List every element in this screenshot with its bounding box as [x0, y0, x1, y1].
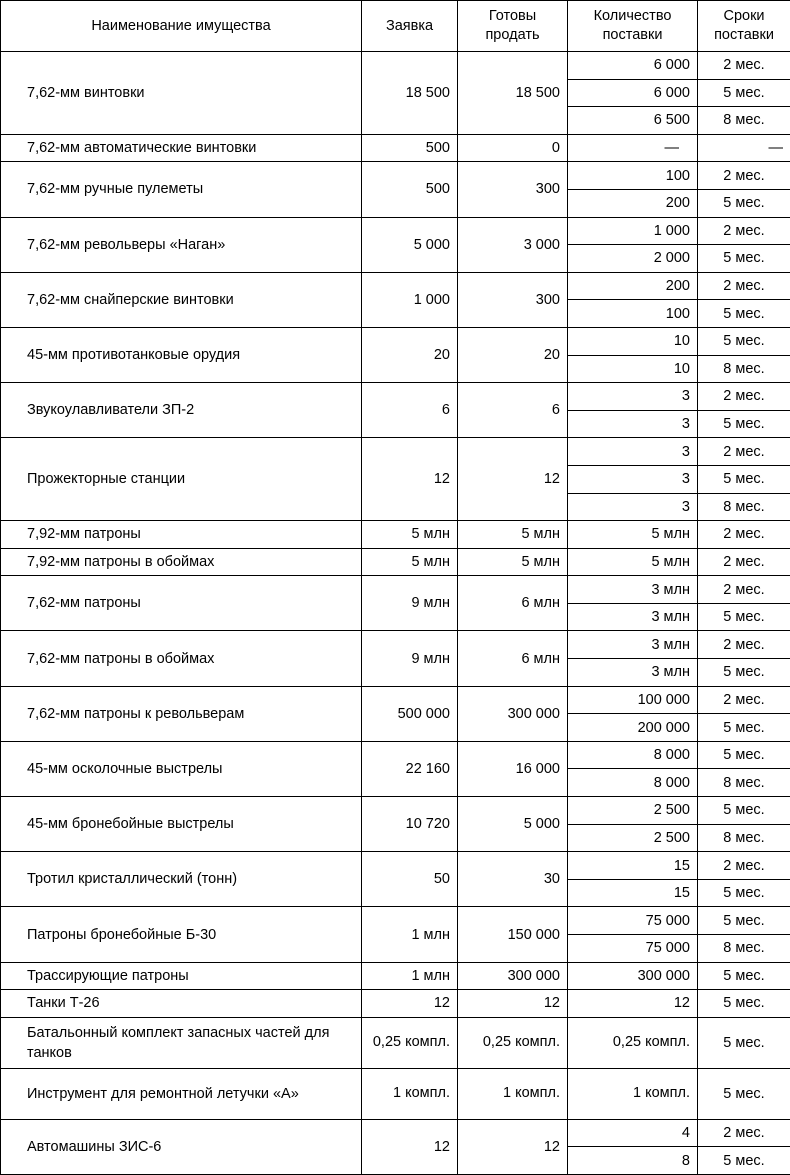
delivery-term: 2 мес. [698, 852, 790, 880]
table-body [1, 52, 790, 1175]
ready-value: 0,25 компл. [458, 1017, 568, 1068]
delivery-term: — [698, 134, 790, 162]
request-value: 22 160 [362, 741, 458, 796]
delivery-quantity: 5 млн [568, 521, 698, 549]
item-name: Звукоулавливатели ЗП-2 [1, 383, 362, 438]
item-name: Автомашины ЗИС-6 [1, 1119, 362, 1174]
header-row [1, 1, 790, 52]
table-row [1, 686, 790, 714]
delivery-term: 8 мес. [698, 769, 790, 797]
item-name: Трассирующие патроны [1, 962, 362, 990]
delivery-term: 5 мес. [698, 962, 790, 990]
item-name: 7,62-мм снайперские винтовки [1, 272, 362, 327]
delivery-quantity: 2 500 [568, 797, 698, 825]
delivery-term: 2 мес. [698, 576, 790, 604]
request-value: 12 [362, 1119, 458, 1174]
table-row [1, 741, 790, 769]
ready-value: 12 [458, 438, 568, 521]
ready-value: 150 000 [458, 907, 568, 962]
table-row [1, 797, 790, 825]
delivery-term: 2 мес. [698, 631, 790, 659]
table-row [1, 852, 790, 880]
item-name: Батальонный комплект запасных частей для танков [1, 1017, 362, 1068]
request-value: 50 [362, 852, 458, 907]
delivery-term: 5 мес. [698, 189, 790, 217]
request-value: 0,25 компл. [362, 1017, 458, 1068]
delivery-quantity: 6 000 [568, 79, 698, 107]
table-row [1, 162, 790, 190]
delivery-term: 2 мес. [698, 272, 790, 300]
table-row [1, 1017, 790, 1068]
delivery-term: 5 мес. [698, 245, 790, 273]
table-row [1, 1119, 790, 1147]
delivery-term: 5 мес. [698, 300, 790, 328]
delivery-quantity: 2 500 [568, 824, 698, 852]
delivery-term: 8 мес. [698, 493, 790, 521]
delivery-term: 5 мес. [698, 1068, 790, 1119]
delivery-quantity: 100 000 [568, 686, 698, 714]
delivery-term: 2 мес. [698, 383, 790, 411]
delivery-term: 8 мес. [698, 107, 790, 135]
item-name: 7,62-мм патроны [1, 576, 362, 631]
request-value: 1 млн [362, 962, 458, 990]
table-row [1, 907, 790, 935]
request-value: 5 000 [362, 217, 458, 272]
request-value: 500 [362, 134, 458, 162]
table-row [1, 631, 790, 659]
delivery-quantity: 200 000 [568, 714, 698, 742]
delivery-term: 5 мес. [698, 879, 790, 907]
ready-value: 5 млн [458, 521, 568, 549]
table-row [1, 134, 790, 162]
ready-value: 20 [458, 327, 568, 382]
header-terms: Сроки поставки [698, 1, 790, 52]
header-quantity: Количество поставки [568, 1, 698, 52]
delivery-term: 2 мес. [698, 686, 790, 714]
delivery-term: 5 мес. [698, 797, 790, 825]
delivery-quantity: 3 [568, 410, 698, 438]
item-name: 45-мм осколочные выстрелы [1, 741, 362, 796]
item-name: 7,62-мм винтовки [1, 52, 362, 135]
table-row [1, 383, 790, 411]
ready-value: 300 [458, 272, 568, 327]
delivery-term: 2 мес. [698, 217, 790, 245]
ready-value: 16 000 [458, 741, 568, 796]
item-name: 7,92-мм патроны [1, 521, 362, 549]
delivery-quantity: 3 [568, 465, 698, 493]
table-row [1, 327, 790, 355]
item-name: Патроны бронебойные Б-30 [1, 907, 362, 962]
table-row [1, 548, 790, 576]
delivery-quantity: 10 [568, 327, 698, 355]
delivery-quantity: 3 [568, 383, 698, 411]
item-name: 7,62-мм патроны в обоймах [1, 631, 362, 686]
ready-value: 30 [458, 852, 568, 907]
table-row [1, 521, 790, 549]
table-row [1, 1068, 790, 1119]
request-value: 12 [362, 990, 458, 1018]
request-value: 1 компл. [362, 1068, 458, 1119]
item-name: Тротил кристаллический (тонн) [1, 852, 362, 907]
ready-value: 12 [458, 1119, 568, 1174]
header-name: Наименование имущества [1, 1, 362, 52]
delivery-term: 2 мес. [698, 438, 790, 466]
delivery-quantity: 4 [568, 1119, 698, 1147]
table-row [1, 272, 790, 300]
table-row [1, 217, 790, 245]
request-value: 5 млн [362, 521, 458, 549]
item-name: 7,62-мм ручные пулеметы [1, 162, 362, 217]
delivery-quantity: 3 [568, 493, 698, 521]
request-value: 9 млн [362, 576, 458, 631]
ready-value: 300 000 [458, 686, 568, 741]
delivery-quantity: 10 [568, 355, 698, 383]
ready-value: 6 [458, 383, 568, 438]
ready-value: 5 млн [458, 548, 568, 576]
delivery-quantity: 6 000 [568, 52, 698, 80]
item-name: Танки Т-26 [1, 990, 362, 1018]
ready-value: 3 000 [458, 217, 568, 272]
delivery-term: 2 мес. [698, 1119, 790, 1147]
request-value: 1 млн [362, 907, 458, 962]
request-value: 500 [362, 162, 458, 217]
delivery-term: 5 мес. [698, 79, 790, 107]
delivery-quantity: 6 500 [568, 107, 698, 135]
delivery-quantity: 1 компл. [568, 1068, 698, 1119]
delivery-term: 5 мес. [698, 465, 790, 493]
ready-value: 1 компл. [458, 1068, 568, 1119]
delivery-quantity: 15 [568, 852, 698, 880]
delivery-quantity: 5 млн [568, 548, 698, 576]
delivery-quantity: 8 000 [568, 741, 698, 769]
delivery-quantity: 2 000 [568, 245, 698, 273]
ready-value: 5 000 [458, 797, 568, 852]
item-name: 7,92-мм патроны в обоймах [1, 548, 362, 576]
item-name: 7,62-мм автоматические винтовки [1, 134, 362, 162]
delivery-quantity: 3 млн [568, 603, 698, 631]
delivery-quantity: 3 млн [568, 659, 698, 687]
delivery-quantity: 8 000 [568, 769, 698, 797]
delivery-quantity: 12 [568, 990, 698, 1018]
item-name: 7,62-мм патроны к револьверам [1, 686, 362, 741]
delivery-term: 5 мес. [698, 327, 790, 355]
table-row [1, 576, 790, 604]
delivery-term: 5 мес. [698, 603, 790, 631]
delivery-quantity: 75 000 [568, 907, 698, 935]
delivery-term: 5 мес. [698, 741, 790, 769]
delivery-term: 8 мес. [698, 355, 790, 383]
delivery-term: 5 мес. [698, 659, 790, 687]
item-name: Инструмент для ремонтной летучки «А» [1, 1068, 362, 1119]
item-name: 45-мм противотанковые орудия [1, 327, 362, 382]
delivery-term: 5 мес. [698, 1017, 790, 1068]
delivery-term: 2 мес. [698, 521, 790, 549]
delivery-term: 2 мес. [698, 162, 790, 190]
header-ready: Готовы продать [458, 1, 568, 52]
delivery-term: 2 мес. [698, 548, 790, 576]
delivery-term: 8 мес. [698, 824, 790, 852]
ready-value: 6 млн [458, 576, 568, 631]
delivery-term: 2 мес. [698, 52, 790, 80]
delivery-quantity: 200 [568, 272, 698, 300]
table-row [1, 990, 790, 1018]
delivery-term: 5 мес. [698, 1147, 790, 1175]
header-request: Заявка [362, 1, 458, 52]
delivery-term: 5 мес. [698, 907, 790, 935]
delivery-quantity: 100 [568, 300, 698, 328]
delivery-term: 5 мес. [698, 990, 790, 1018]
delivery-quantity: 3 млн [568, 576, 698, 604]
table-row [1, 962, 790, 990]
item-name: Прожекторные станции [1, 438, 362, 521]
delivery-quantity: 0,25 компл. [568, 1017, 698, 1068]
delivery-quantity: 75 000 [568, 935, 698, 963]
item-name: 7,62-мм револьверы «Наган» [1, 217, 362, 272]
delivery-quantity: 15 [568, 879, 698, 907]
delivery-quantity: — [568, 134, 698, 162]
delivery-quantity: 3 млн [568, 631, 698, 659]
ready-value: 6 млн [458, 631, 568, 686]
ready-value: 18 500 [458, 52, 568, 135]
delivery-quantity: 300 000 [568, 962, 698, 990]
ready-value: 12 [458, 990, 568, 1018]
delivery-quantity: 200 [568, 189, 698, 217]
request-value: 9 млн [362, 631, 458, 686]
delivery-quantity: 100 [568, 162, 698, 190]
request-value: 5 млн [362, 548, 458, 576]
delivery-term: 5 мес. [698, 410, 790, 438]
ready-value: 300 [458, 162, 568, 217]
delivery-quantity: 8 [568, 1147, 698, 1175]
request-value: 500 000 [362, 686, 458, 741]
ready-value: 300 000 [458, 962, 568, 990]
delivery-quantity: 1 000 [568, 217, 698, 245]
request-value: 20 [362, 327, 458, 382]
request-value: 12 [362, 438, 458, 521]
table-row [1, 52, 790, 80]
delivery-term: 8 мес. [698, 935, 790, 963]
request-value: 10 720 [362, 797, 458, 852]
request-value: 6 [362, 383, 458, 438]
table-row [1, 438, 790, 466]
item-name: 45-мм бронебойные выстрелы [1, 797, 362, 852]
request-value: 18 500 [362, 52, 458, 135]
request-value: 1 000 [362, 272, 458, 327]
delivery-term: 5 мес. [698, 714, 790, 742]
ready-value: 0 [458, 134, 568, 162]
delivery-quantity: 3 [568, 438, 698, 466]
